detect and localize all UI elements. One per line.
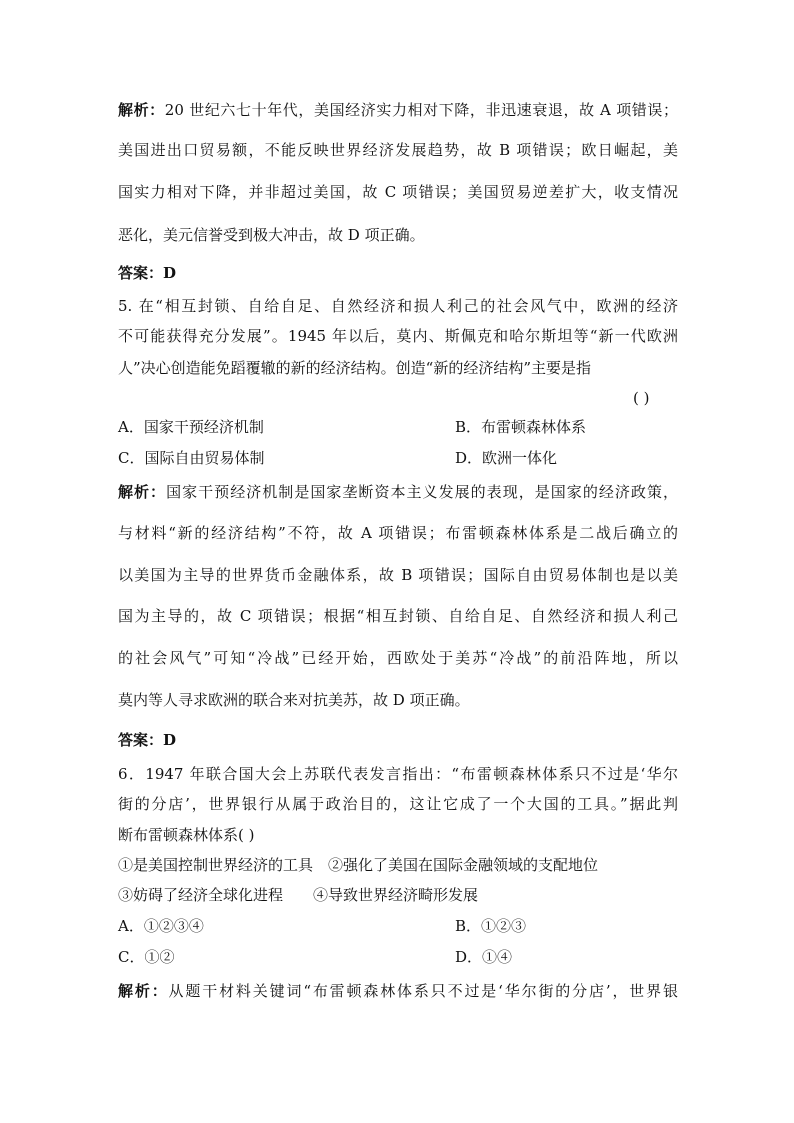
q6-statements-line-2: ③妨碍了经济全球化进程 ④导致世界经济畸形发展 [118,886,479,904]
q5-stem-line-1: 5. 在“相互封锁、自给自足、自然经济和损人利己的社会风气中，欧洲的经济 [118,297,678,315]
q5-explanation-line-6: 莫内等人寻求欧洲的联合来对抗美苏，故 D 项正确。 [118,691,470,709]
q5-answer-blank: ( ) [633,389,650,407]
q6-option-b: B．①②③ [455,917,527,935]
q5-answer: 答案：D [118,731,177,749]
q4-explanation-line-2: 美国进出口贸易额，不能反映世界经济发展趋势，故 B 项错误；欧日崛起，美 [118,141,678,159]
q6-stem-line-2: 街的分店’，世界银行从属于政治目的，这让它成了一个大国的工具。”据此判 [118,795,678,813]
q4-explanation-line-4: 恶化，美元信誉受到极大冲击，故 D 项正确。 [118,226,425,244]
q5-option-a: A．国家干预经济机制 [118,418,264,436]
q6-option-c: C．①② [118,948,175,966]
q6-option-d: D．①④ [455,948,513,966]
q5-explanation-line-5: 的社会风气”可知“冷战”已经开始，西欧处于美苏“冷战”的前沿阵地，所以 [118,649,678,667]
q5-option-d: D．欧洲一体化 [455,449,558,467]
q5-explanation-line-3: 以美国为主导的世界货币金融体系，故 B 项错误；国际自由贸易体制也是以美 [118,566,678,584]
q5-explanation-line-4: 国为主导的，故 C 项错误；根据“相互封锁、自给自足、自然经济和损人利己 [118,607,678,625]
q5-stem-line-3: 人”决心创造能免蹈覆辙的新的经济结构。创造“新的经济结构”主要是指 [118,359,592,377]
q6-option-a: A．①②③④ [118,917,204,935]
explanation-label: 解析： [118,101,165,119]
q6-stem-line-1: 6．1947 年联合国大会上苏联代表发言指出：“布雷顿森林体系只不过是‘华尔 [118,765,678,783]
q5-explanation-line-1: 解析：国家干预经济机制是国家垄断资本主义发展的表现，是国家的经济政策， [118,483,678,501]
q5-stem-line-2: 不可能获得充分发展”。1945 年以后，莫内、斯佩克和哈尔斯坦等“新一代欧洲 [118,327,678,345]
explanation-label: 解析： [118,982,169,1000]
explanation-label: 解析： [118,483,167,501]
q4-answer: 答案：D [118,264,177,282]
q4-explanation-line-3: 国实力相对下降，并非超过美国，故 C 项错误；美国贸易逆差扩大，收支情况 [118,183,678,201]
q5-option-c: C．国际自由贸易体制 [118,449,265,467]
q5-explanation-line-2: 与材料“新的经济结构”不符，故 A 项错误；布雷顿森林体系是二战后确立的 [118,524,678,542]
q6-explanation-line-1: 解析：从题干材料关键词“布雷顿森林体系只不过是‘华尔街的分店’，世界银 [118,982,678,1000]
q5-option-b: B．布雷顿森林体系 [455,418,587,436]
q6-statements-line-1: ①是美国控制世界经济的工具 ②强化了美国在国际金融领域的支配地位 [118,856,599,874]
q6-stem-line-3: 断布雷顿森林体系( ) [118,826,255,844]
q4-explanation-line-1: 解析：20 世纪六七十年代，美国经济实力相对下降，非迅速衰退，故 A 项错误； [118,101,678,119]
